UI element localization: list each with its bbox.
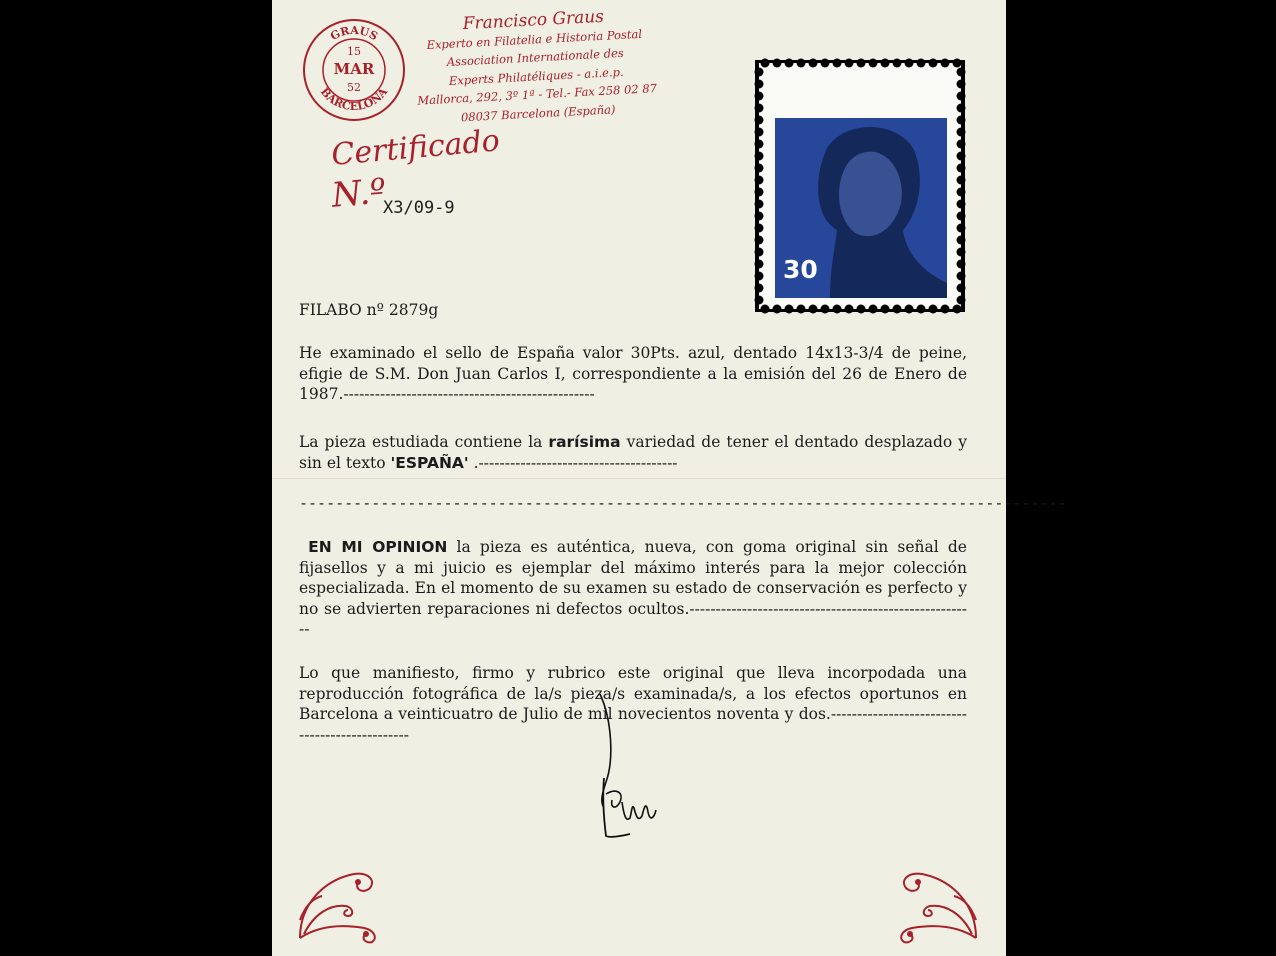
perforation-hole	[755, 80, 764, 89]
perforation-hole	[957, 272, 966, 281]
letterhead-line-2: Association Internationale des	[446, 45, 625, 70]
certificate-title: Certificado	[330, 123, 502, 173]
perforation-hole	[917, 59, 926, 68]
perforation-hole	[755, 128, 764, 137]
perforation-hole	[797, 59, 806, 68]
perforation-hole	[869, 59, 878, 68]
perforation-hole	[755, 116, 764, 125]
perforation-hole	[755, 164, 764, 173]
seal-year: 52	[347, 81, 361, 94]
stamp-paper	[765, 68, 955, 304]
letterhead	[408, 5, 663, 129]
perforation-hole	[941, 59, 950, 68]
paragraph-variety	[299, 432, 967, 473]
perforation-hole	[905, 59, 914, 68]
perforation-hole	[957, 116, 966, 125]
perforation-hole	[755, 176, 764, 185]
perforation-hole	[957, 188, 966, 197]
perforation-hole	[881, 59, 890, 68]
perforation-hole	[957, 104, 966, 113]
ornament-left-icon	[294, 864, 384, 944]
perforation-hole	[957, 260, 966, 269]
p2-espana: 'ESPAÑA'	[390, 453, 469, 472]
perforation-hole	[833, 59, 842, 68]
stamp-value: 30	[783, 255, 818, 284]
seal-top-text: GRAUS	[328, 23, 380, 44]
seal-day: 15	[347, 45, 361, 58]
perforation-hole	[755, 188, 764, 197]
perforation-hole	[755, 224, 764, 233]
signature-icon	[592, 690, 672, 850]
perforation-hole	[755, 212, 764, 221]
certificate-sheet	[272, 0, 1067, 956]
perforation-hole	[857, 59, 866, 68]
stamp-portrait	[775, 118, 947, 298]
p2-rarisima: rarísima	[548, 433, 621, 451]
perforation-hole	[761, 59, 770, 68]
perforation-hole	[957, 68, 966, 77]
p2-start: La pieza estudiada contiene la	[299, 433, 549, 451]
perforation-hole	[845, 59, 854, 68]
stamp-photo	[755, 60, 965, 312]
paragraph-opinion	[299, 537, 967, 640]
perforation-hole	[929, 59, 938, 68]
perforation-hole	[755, 236, 764, 245]
seal-bottom-text: BARCELONA	[317, 85, 391, 114]
seal-month: MAR	[333, 60, 375, 78]
certificate-number: X3/09-9	[383, 198, 455, 218]
separator-line: -------------------------------------------------------------------------------------	[299, 494, 1067, 512]
perforation-hole	[755, 200, 764, 209]
perforation-hole	[957, 128, 966, 137]
perforation-hole	[957, 140, 966, 149]
p2-mid: variedad de tener el dentado desplazado y sin el texto	[299, 433, 967, 472]
perforation-hole	[773, 59, 782, 68]
perforation-hole	[957, 248, 966, 257]
perforation-hole	[953, 59, 962, 68]
letterhead-line-5: 08037 Barcelona (España)	[460, 101, 616, 124]
perforation-hole	[755, 248, 764, 257]
perforation-hole	[755, 260, 764, 269]
certificate-number-prefix: N.º	[330, 171, 388, 216]
graus-seal	[302, 18, 406, 122]
perforation-hole	[957, 236, 966, 245]
letterhead-line-4: Mallorca, 292, 3º 1ª - Tel.- Fax 258 02 87	[417, 81, 658, 108]
perforation-hole	[893, 59, 902, 68]
ornament-right-icon	[892, 864, 982, 944]
perforation-hole	[755, 104, 764, 113]
perforation-hole	[957, 176, 966, 185]
perforation-hole	[785, 59, 794, 68]
letterhead-line-3: Experts Philatéliques - a.i.e.p.	[448, 64, 624, 88]
expert-name: Francisco Graus	[462, 6, 605, 35]
letterhead-line-1: Experto en Filatelia e Historia Postal	[426, 26, 643, 52]
reference-line: FILABO nº 2879g	[299, 301, 439, 319]
perforation-hole	[755, 140, 764, 149]
p3-opinion-heading: EN MI OPINION	[308, 538, 448, 556]
perforation-hole	[755, 92, 764, 101]
perforation-hole	[809, 59, 818, 68]
perforation-hole	[957, 212, 966, 221]
perforation-hole	[821, 59, 830, 68]
perforation-hole	[957, 224, 966, 233]
perforation-hole	[957, 284, 966, 293]
p2-end: .--------------------------------------	[468, 453, 678, 472]
paragraph-description: He examinado el sello de España valor 30Pts. azul, dentado 14x13-3/4 de peine, efigie de S.M. Don Juan Carlos I, correspondiente a la emisión del 26 de Enero de 1987.------------------------------------------------	[299, 344, 967, 403]
p3-rest: la pieza es auténtica, nueva, con goma original sin señal de fijasellos y a mi juicio es ejemplar del máximo interés para la mejor colección especializada. En el momento de su examen su estado de conservación es perfecto y no se advierten reparaciones ni defectos ocultos.-------------------------------------------------------	[299, 538, 967, 638]
perforation-hole	[755, 152, 764, 161]
perforation-hole	[755, 272, 764, 281]
perforation-hole	[957, 200, 966, 209]
perforation-hole	[755, 68, 764, 77]
paragraph-closing: Lo que manifiesto, firmo y rubrico este original que lleva incorpodada una reproducción fotográfica de la/s pieza/s examinada/s, a los efectos oportunos en Barcelona a veinticuatro de Julio de mil novecientos noventa y dos.-----------------------------------------------	[299, 664, 967, 744]
perforation-hole	[957, 164, 966, 173]
perforation-hole	[957, 80, 966, 89]
fold-line	[272, 478, 1006, 479]
perforation-hole	[957, 92, 966, 101]
perforation-hole	[957, 152, 966, 161]
perforation-hole	[755, 284, 764, 293]
